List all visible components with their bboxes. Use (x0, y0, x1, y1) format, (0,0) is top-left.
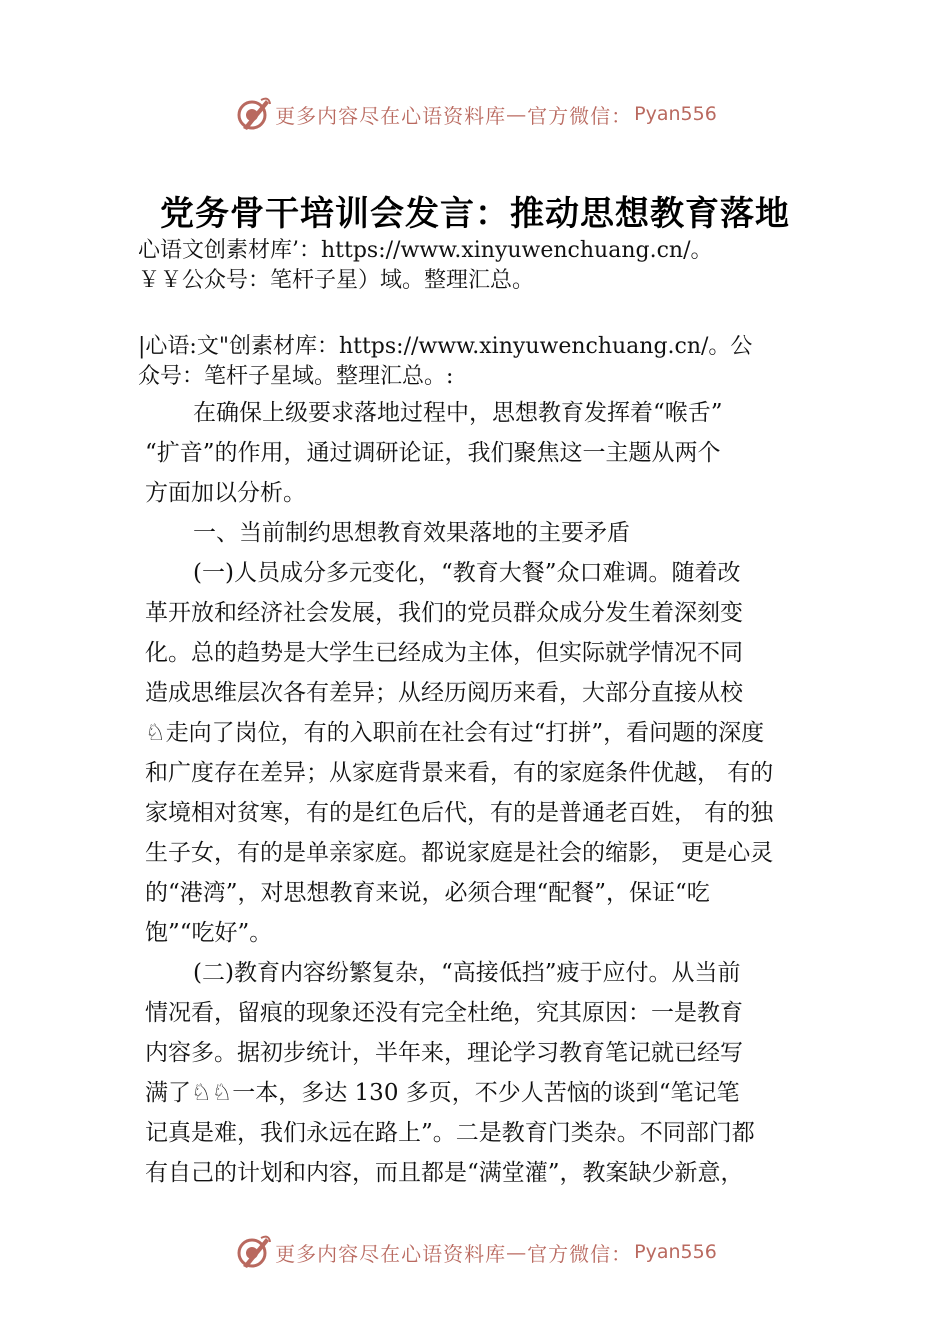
body-line: ♘走向了岗位，有的入职前在社会有过“打拼”，看问题的深度 (145, 720, 765, 746)
watermark-wechat-label: 官方微信： (527, 1241, 633, 1266)
watermark-text: 更多内容尽在心语资料库 (275, 103, 507, 128)
document-body (145, 393, 815, 1193)
watermark-wechat-id: Pyan556 (634, 1241, 717, 1263)
body-line: 记真是难，我们永远在路上”。二是教育门类杂。不同部门都 (145, 1120, 755, 1146)
body-line: 家境相对贫寒，有的是红色后代，有的是普通老百姓， 有的独 (145, 800, 774, 826)
source-note-2 (138, 332, 838, 392)
body-line: 生子女，有的是单亲家庭。都说家庭是社会的缩影， 更是心灵 (145, 840, 774, 866)
body-line: 饱”“吃好”。 (145, 920, 273, 946)
body-line: 一、当前制约思想教育效果落地的主要矛盾 (193, 520, 630, 546)
body-line: 造成思维层次各有差异；从经历阅历来看，大部分直接从校 (145, 680, 743, 706)
body-line: (一)人员成分多元变化，“教育大餐”众口难调。随着改 (193, 560, 741, 586)
watermark-text: 更多内容尽在心语资料库 (275, 1241, 507, 1266)
source-note-line: 心语文创素材库’：https://www.xinyuwenchuang.cn/。 (138, 238, 713, 263)
body-line: 内容多。据初步统计，半年来，理论学习教育笔记就已经写 (145, 1040, 743, 1066)
body-line: 的“港湾”，对思想教育来说，必须合理“配餐”，保证“吃 (145, 880, 710, 906)
body-line: 方面加以分析。 (145, 480, 306, 506)
body-line: 有自己的计划和内容，而且都是“满堂灌”，教案缺少新意， (145, 1160, 744, 1186)
source-note-line: ￥￥公众号：笔杆子星）域。整理汇总。 (138, 268, 535, 293)
source-note-1 (138, 236, 838, 296)
body-line: 在确保上级要求落地过程中，思想教育发挥着“喉舌” (193, 400, 723, 426)
body-line: 情况看，留痕的现象还没有完全杜绝，究其原因：一是教育 (145, 1000, 743, 1026)
body-line: 化。总的趋势是大学生已经成为主体，但实际就学情况不同 (145, 640, 743, 666)
body-line: 满了♘♘一本，多达 130 多页，不少人苦恼的谈到“笔记笔 (145, 1080, 740, 1106)
watermark-separator: — (506, 1240, 528, 1264)
watermark-banner-bottom (0, 1230, 950, 1274)
body-line: 革开放和经济社会发展，我们的党员群众成分发生着深刻变 (145, 600, 743, 626)
source-note-line: |心语:文"创素材库：https://www.xinyuwenchuang.cn/。公 (138, 334, 753, 359)
watermark-wechat-id: Pyan556 (634, 103, 717, 125)
watermark-banner-top (0, 92, 950, 136)
body-line: “扩音”的作用，通过调研论证，我们聚焦这一主题从两个 (145, 440, 721, 466)
quill-logo-icon (233, 94, 273, 134)
source-note-line: 众号：笔杆子星域。整理汇总。: (138, 364, 454, 389)
page-title: 党务骨干培训会发言：推动思想教育落地 (160, 194, 790, 234)
body-line: 和广度存在差异；从家庭背景来看，有的家庭条件优越， 有的 (145, 760, 774, 786)
watermark-separator: — (506, 102, 528, 126)
body-line: (二)教育内容纷繁复杂，“高接低挡”疲于应付。从当前 (193, 960, 741, 986)
watermark-wechat-label: 官方微信： (527, 103, 633, 128)
quill-logo-icon (233, 1232, 273, 1272)
